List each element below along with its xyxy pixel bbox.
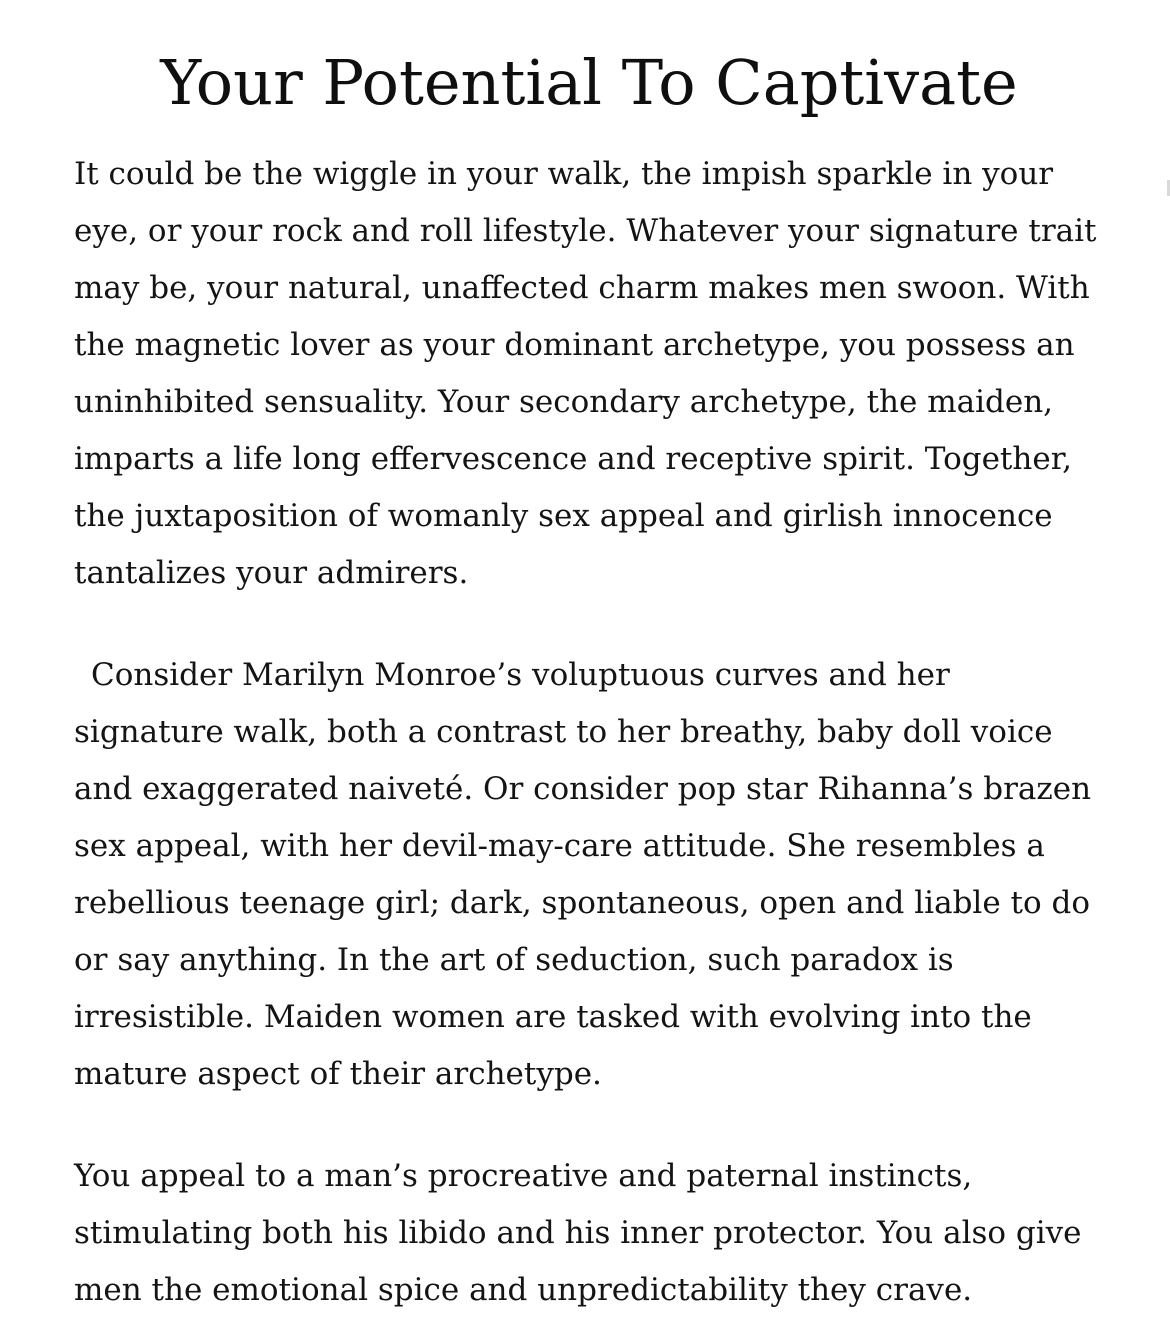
paragraph-appeal: You appeal to a man’s procreative and paternal instincts, stimulating both his libido and his inner protector. You also give men the emotional spice and unpredictability they crave. [74,1158,1082,1308]
paragraph-charm: It could be the wiggle in your walk, the impish sparkle in your eye, or your rock and roll lifestyle. Whatever your signature trait may be, your natural, unaffected charm makes men swoon. With the magnetic lover as your dominant archetype, you possess an uninhibited sensuality. Your secondary archetype, the maiden, imparts a life long effervescence and receptive spirit. Together, the juxtaposition of womanly sex appeal and girlish innocence tantalizes your admirers. [74,156,1097,591]
article-title: Your Potential To Captivate [160,46,1018,119]
paragraph-examples: Consider Marilyn Monroe’s voluptuous curves and her signature walk, both a contrast to her breathy, baby doll voice and exaggerated naiveté. Or consider pop star Rihanna’s brazen sex appeal, with her devil-may-care attitude. She resembles a rebellious teenage girl; dark, spontaneous, open and liable to do or say anything. In the art of seduction, such paradox is irresistible. Maiden women are tasked with evolving into the mature aspect of their archetype. [74,657,1092,1092]
article [74,0,1104,1319]
